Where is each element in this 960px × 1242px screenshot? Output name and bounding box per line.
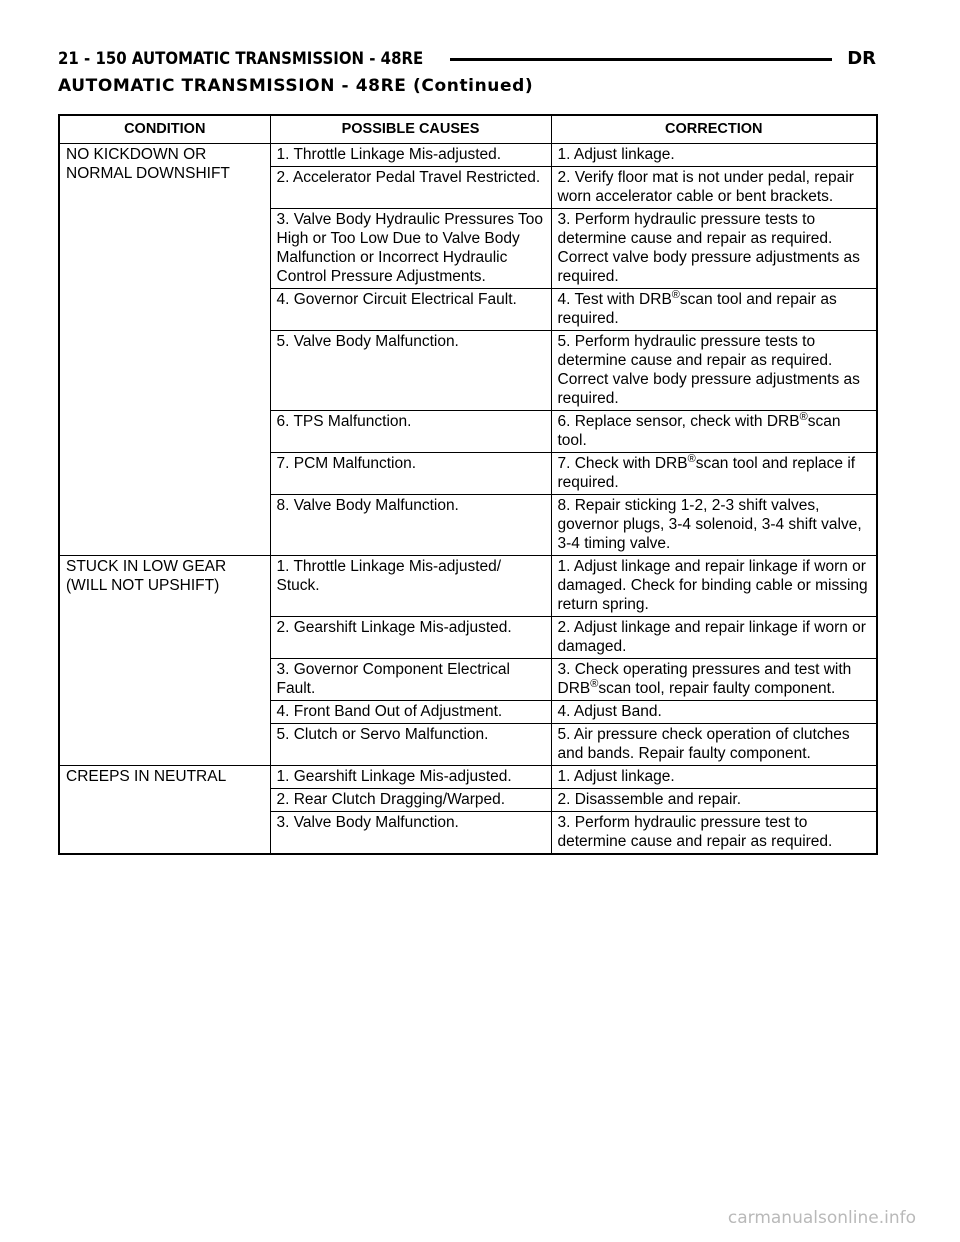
page-label: 21 - 150 AUTOMATIC TRANSMISSION - 48RE [58, 49, 424, 69]
correction-cell [551, 453, 877, 495]
page-header [58, 46, 876, 72]
correction-text: 6. Replace sensor, check with DRB [557, 413, 800, 430]
watermark: carmanualsonline.info [727, 1208, 916, 1228]
correction-cell: 2. Adjust linkage and repair linkage if worn or damaged. [551, 617, 877, 659]
correction-cell: 2. Verify floor mat is not under pedal, repair worn accelerator cable or bent brackets. [551, 167, 877, 209]
correction-cell: 1. Adjust linkage. [551, 766, 877, 789]
correction-text: scan tool. [557, 413, 841, 449]
correction-cell: 5. Air pressure check operation of clutches and bands. Repair faulty component. [551, 724, 877, 766]
condition-cell: CREEPS IN NEUTRAL [59, 766, 270, 855]
correction-cell: 8. Repair sticking 1-2, 2-3 shift valves, governor plugs, 3-4 solenoid, 3-4 shift valve, 3-4 timing valve. [551, 495, 877, 556]
correction-cell [551, 289, 877, 331]
condition-cell: STUCK IN LOW GEAR (WILL NOT UPSHIFT) [59, 556, 270, 766]
cause-cell: 7. PCM Malfunction. [270, 453, 551, 495]
table-row [59, 144, 877, 167]
correction-cell: 3. Perform hydraulic pressure test to determine cause and repair as required. [551, 812, 877, 855]
table-row [59, 556, 877, 617]
registered-mark: ® [671, 288, 680, 301]
correction-cell: 1. Adjust linkage. [551, 144, 877, 167]
cause-cell: 3. Valve Body Malfunction. [270, 812, 551, 855]
diagnosis-table [58, 114, 878, 855]
correction-cell: 3. Perform hydraulic pressure tests to determine cause and repair as required. Correct valve body pressure adjustments as required. [551, 209, 877, 289]
correction-text: 3. Check operating pressures and test with DRB [557, 661, 852, 697]
column-header-condition: CONDITION [59, 115, 270, 144]
cause-cell: 2. Gearshift Linkage Mis-adjusted. [270, 617, 551, 659]
cause-cell: 1. Throttle Linkage Mis-adjusted. [270, 144, 551, 167]
cause-cell: 2. Rear Clutch Dragging/Warped. [270, 789, 551, 812]
cause-cell: 1. Throttle Linkage Mis-adjusted/ Stuck. [270, 556, 551, 617]
cause-cell: 4. Governor Circuit Electrical Fault. [270, 289, 551, 331]
cause-cell: 5. Valve Body Malfunction. [270, 331, 551, 411]
cause-cell: 4. Front Band Out of Adjustment. [270, 701, 551, 724]
table-body [59, 144, 877, 855]
correction-cell [551, 411, 877, 453]
correction-cell: 5. Perform hydraulic pressure tests to determine cause and repair as required. Correct valve body pressure adjustments as required. [551, 331, 877, 411]
cause-cell: 5. Clutch or Servo Malfunction. [270, 724, 551, 766]
correction-text: 7. Check with DRB [557, 455, 688, 472]
registered-mark: ® [799, 410, 808, 423]
cause-cell: 6. TPS Malfunction. [270, 411, 551, 453]
condition-cell: NO KICKDOWN OR NORMAL DOWNSHIFT [59, 144, 270, 556]
column-header-correction: CORRECTION [551, 115, 877, 144]
table-header-row [59, 115, 877, 144]
registered-mark: ® [590, 677, 599, 690]
correction-cell: 1. Adjust linkage and repair linkage if worn or damaged. Check for binding cable or missing return spring. [551, 556, 877, 617]
correction-text: 4. Test with DRB [557, 291, 672, 308]
correction-cell: 2. Disassemble and repair. [551, 789, 877, 812]
cause-cell: 3. Valve Body Hydraulic Pressures Too High or Too Low Due to Valve Body Malfunction or Incorrect Hydraulic Control Pressure Adjustments. [270, 209, 551, 289]
cause-cell: 2. Accelerator Pedal Travel Restricted. [270, 167, 551, 209]
cause-cell: 8. Valve Body Malfunction. [270, 495, 551, 556]
correction-cell: 4. Adjust Band. [551, 701, 877, 724]
table-row [59, 766, 877, 789]
section-code: DR [847, 48, 876, 69]
registered-mark: ® [687, 452, 696, 465]
correction-cell [551, 659, 877, 701]
correction-text: scan tool, repair faulty component. [598, 680, 836, 697]
column-header-causes: POSSIBLE CAUSES [270, 115, 551, 144]
correction-text: scan tool and repair as required. [557, 291, 837, 327]
cause-cell: 3. Governor Component Electrical Fault. [270, 659, 551, 701]
section-subtitle: AUTOMATIC TRANSMISSION - 48RE (Continued) [58, 76, 534, 96]
cause-cell: 1. Gearshift Linkage Mis-adjusted. [270, 766, 551, 789]
header-rule [450, 58, 832, 61]
correction-text: scan tool and replace if required. [557, 455, 856, 491]
